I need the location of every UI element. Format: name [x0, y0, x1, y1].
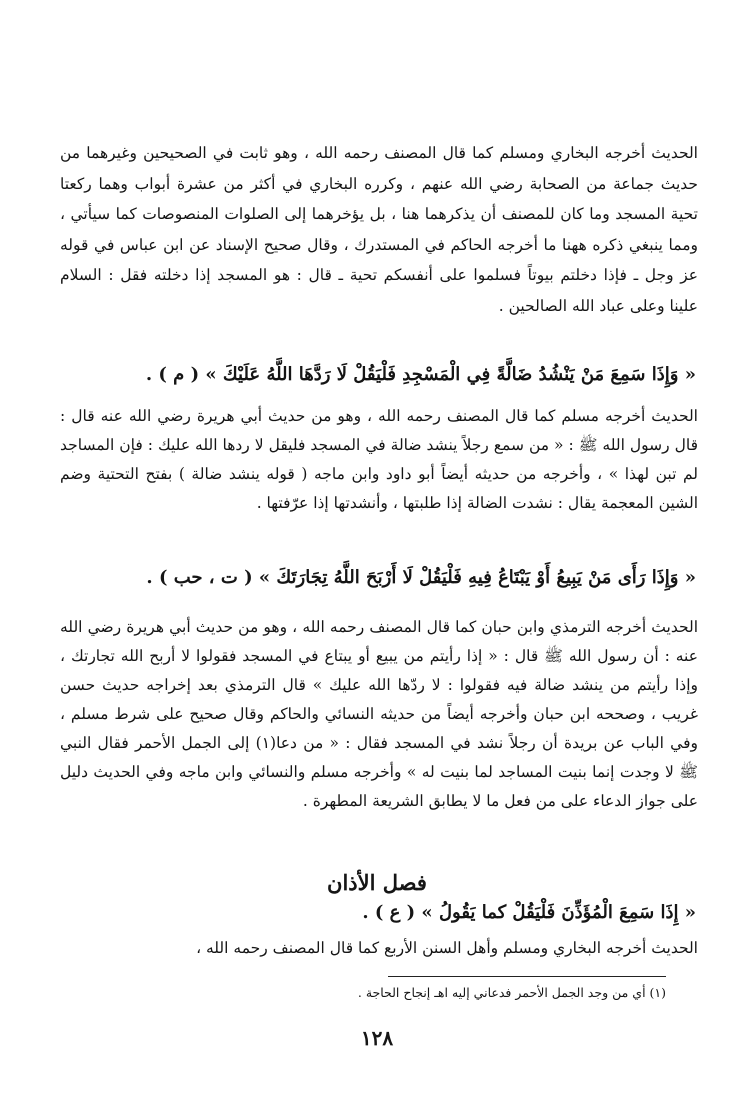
page-number: ١٢٨ — [360, 1026, 394, 1050]
commentary-paragraph-3: الحديث أخرجه الترمذي وابن حبان كما قال المصنف رحمه الله ، وهو من حديث أبي هريرة رضي الله عنه : أن رسول الله ﷺ قال : « إذا رأيتم من يبيع أو يبتاع في المسجد فقولوا لا أربح الله تجارتك ، وإذا رأيتم من ينشد ضالة فيه فقولوا : لا ردّها الله عليك » قال الترمذي بعد إخراجه حديث حسن غريب ، وصححه ابن حبان وأخرجه أيضاً من حديثه النسائي والحاكم وقال صحيح على شرط مسلم ، وفي الباب عن بريدة أن رجلاً نشد في المسجد فقال : « من دعا(١) إلى الجمل الأحمر فقال النبي ﷺ لا وجدت إنما بنيت المساجد لما بنيت له » وأخرجه مسلم والنسائي وابن ماجه وفي الحديث دليل على جواز الدعاء على من فعل ما لا يطابق الشريعة المطهرة . — [60, 618, 698, 810]
footnote: (١) أي من وجد الجمل الأحمر فدعاني إليه اهـ إنجاح الحاجة . — [357, 985, 666, 1000]
hadith-heading-3: « إِذَا سَمِعَ الْمُؤَذِّنَ فَلْيَقُلْ كما يَقُولُ » ( ع ) . — [362, 902, 696, 923]
commentary-paragraph-1: الحديث أخرجه البخاري ومسلم كما قال المصنف رحمه الله ، وهو ثابت في الصحيحين وغيرهما من حديث جماعة من الصحابة رضي الله عنهم ، وكرره البخاري في أكثر من عشرة أبواب وهما ركعتا تحية المسجد وما كان للمصنف أن يذكرهما هنا ، بل يؤخرهما إلى الصلوات المنصوصات كما سيأتي ، ومما ينبغي ذكره ههنا ما أخرجه الحاكم في المستدرك ، وقال صحيح الإسناد عن ابن عباس في قوله عز وجل ـ فإذا دخلتم بيوتاً فسلموا على أنفسكم تحية ـ قال : هو المسجد إذا دخلته فقل : السلام علينا وعلى عباد الله الصالحين . — [60, 144, 698, 315]
commentary-paragraph-4: الحديث أخرجه البخاري ومسلم وأهل السنن الأربع كما قال المصنف رحمه الله ، — [196, 939, 698, 957]
hadith-heading-2: « وَإِذَا رَأَى مَنْ يَبِيعُ أَوْ يَبْتَاعُ فِيهِ فَلْيَقُلْ لَا أَرْبَحَ اللَّهُ تِجَارَتَكَ » ( ت ، حب ) . — [146, 567, 696, 588]
section-title: فصل الأذان — [327, 870, 427, 895]
commentary-paragraph-2: الحديث أخرجه مسلم كما قال المصنف رحمه الله ، وهو من حديث أبي هريرة رضي الله عنه قال : قال رسول الله ﷺ : « من سمع رجلاً ينشد ضالة في المسجد فليقل لا ردها الله عليك : فإن المساجد لم تبن لهذا » ، وأخرجه من حديثه أيضاً أبو داود وابن ماجه ( قوله ينشد ضالة ) بفتح التحتية وضم الشين المعجمة يقال : نشدت الضالة إذا طلبتها ، وأنشدتها إذا عرّفتها . — [60, 407, 698, 512]
footnote-divider — [388, 976, 666, 977]
hadith-heading-1: « وَإِذَا سَمِعَ مَنْ يَنْشُدُ ضَالَّةً فِي الْمَسْجِدِ فَلْيَقُلْ لَا رَدَّهَا اللَّهُ عَلَيْكَ » ( م ) . — [145, 364, 696, 385]
